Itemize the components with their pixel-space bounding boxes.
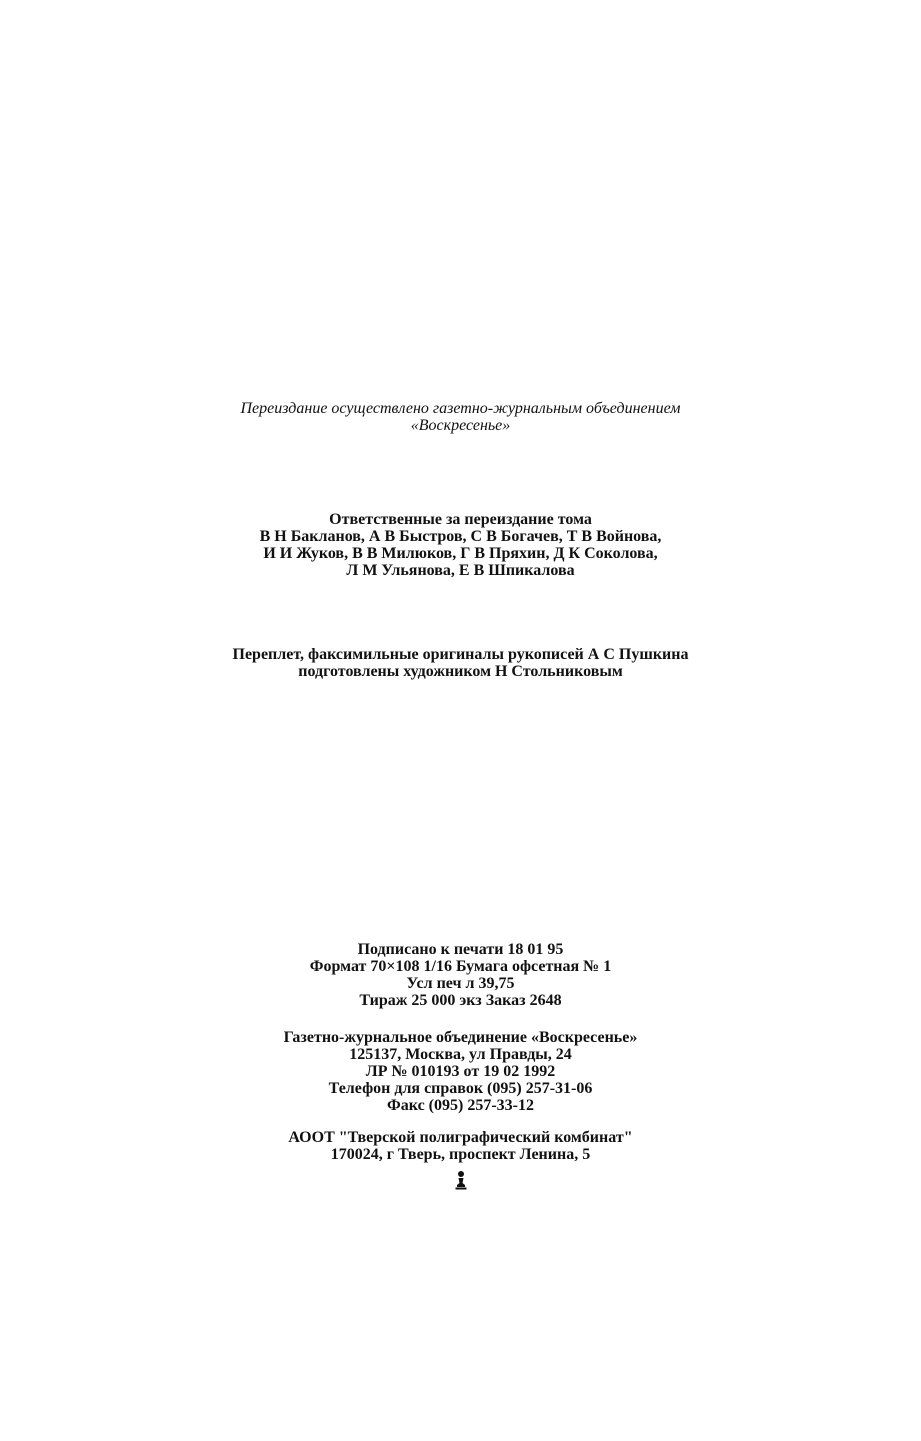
binding-line-2: подготовлены художником Н Стольниковым: [298, 663, 623, 680]
responsible-heading: Ответственные за переиздание тома: [329, 511, 592, 528]
printer-info: [0, 1129, 921, 1163]
binding-credit: [0, 646, 921, 680]
chess-pawn-icon: [453, 1170, 469, 1190]
responsible-editors: [0, 511, 921, 579]
responsible-names-line-2: И И Жуков, В В Милюков, Г В Пряхин, Д К Соколова,: [263, 545, 658, 562]
publisher-phone: Телефон для справок (095) 257-31-06: [328, 1080, 593, 1097]
republication-note: [0, 400, 921, 434]
signed-to-print: Подписано к печати 18 01 95: [357, 941, 564, 958]
publisher-fax: Факс (095) 257-33-12: [387, 1097, 534, 1114]
publisher-address: 125137, Москва, ул Правды, 24: [349, 1046, 572, 1063]
print-details: [0, 941, 921, 1009]
republication-line-1: Переиздание осуществлено газетно-журнальным объединением: [240, 400, 681, 417]
publisher-info: [0, 1029, 921, 1114]
format-paper: Формат 70×108 1/16 Бумага офсетная № 1: [309, 958, 612, 975]
republication-line-2: «Воскресенье»: [410, 417, 511, 434]
responsible-names-line-1: В Н Бакланов, А В Быстров, С В Богачев, Т В Войнова,: [259, 528, 662, 545]
circulation-order: Тираж 25 000 экз Заказ 2648: [359, 992, 562, 1009]
publisher-name: Газетно-журнальное объединение «Воскресенье»: [283, 1029, 638, 1046]
printer-name: АООТ "Тверской полиграфический комбинат": [288, 1129, 633, 1146]
binding-line-1: Переплет, факсимильные оригиналы рукописей А С Пушкина: [232, 646, 689, 663]
printed-sheets: Усл печ л 39,75: [406, 975, 515, 992]
responsible-names-line-3: Л М Ульянова, Е В Шпикалова: [346, 562, 575, 579]
publisher-license: ЛР № 010193 от 19 02 1992: [365, 1063, 556, 1080]
printer-address: 170024, г Тверь, проспект Ленина, 5: [330, 1146, 591, 1163]
